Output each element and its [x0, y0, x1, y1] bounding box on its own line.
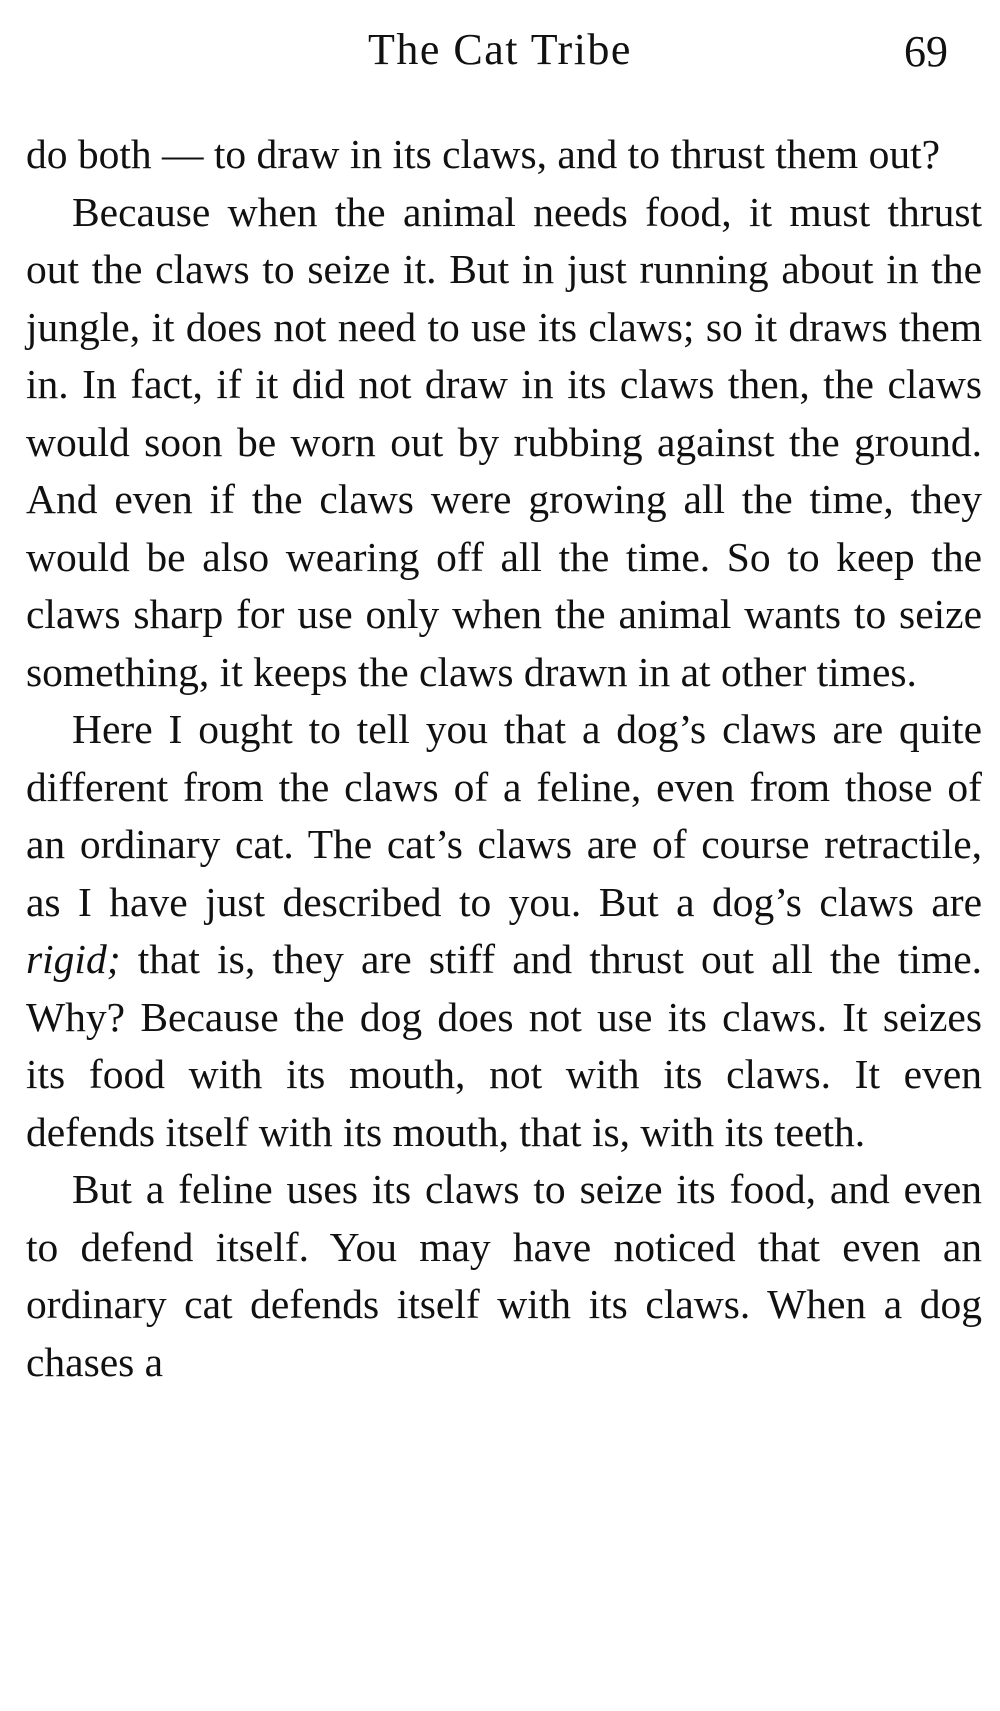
text-segment: that is, they are stiff and thrust out all the time. Why? Because the dog does not use its claws. It seizes its food with its mouth, not with its claws. It even defends itself with its mouth, that is, with its teeth.	[26, 936, 982, 1155]
paragraph-feline-defense	[26, 1161, 982, 1391]
page-number: 69	[904, 27, 948, 76]
text-segment: Because when the animal needs food, it must thrust out the claws to seize it. But in just running about in the jungle, it does not need to use its claws; so it draws them in. In fact, if it did not draw in its claws then, the claws would soon be worn out by rubbing against the ground. And even if the claws were growing all the time, they would be also wearing off all the time. So to keep the claws sharp for use only when the animal wants to seize something, it keeps the claws drawn in at other times.	[26, 188, 982, 695]
italic-term: rigid;	[26, 936, 121, 982]
text-segment: do both — to draw in its claws, and to thrust them out?	[26, 131, 941, 177]
text-segment: But a feline uses its claws to seize its food, and even to defend itself. You may have noticed that even an ordinary cat defends itself with its claws. When a dog chases a	[26, 1166, 982, 1385]
text-segment: Here I ought to tell you that a dog’s claws are quite different from the claws of a feline, even from those of an ordinary cat. The cat’s claws are of course retractile, as I have just described to you. But a dog’s claws are	[26, 706, 982, 925]
paragraph-continuation	[26, 126, 982, 184]
paragraph-claws-retraction	[26, 184, 982, 702]
body-text	[26, 126, 982, 1391]
running-title: The Cat Tribe	[368, 25, 632, 74]
paragraph-dog-claws	[26, 701, 982, 1161]
